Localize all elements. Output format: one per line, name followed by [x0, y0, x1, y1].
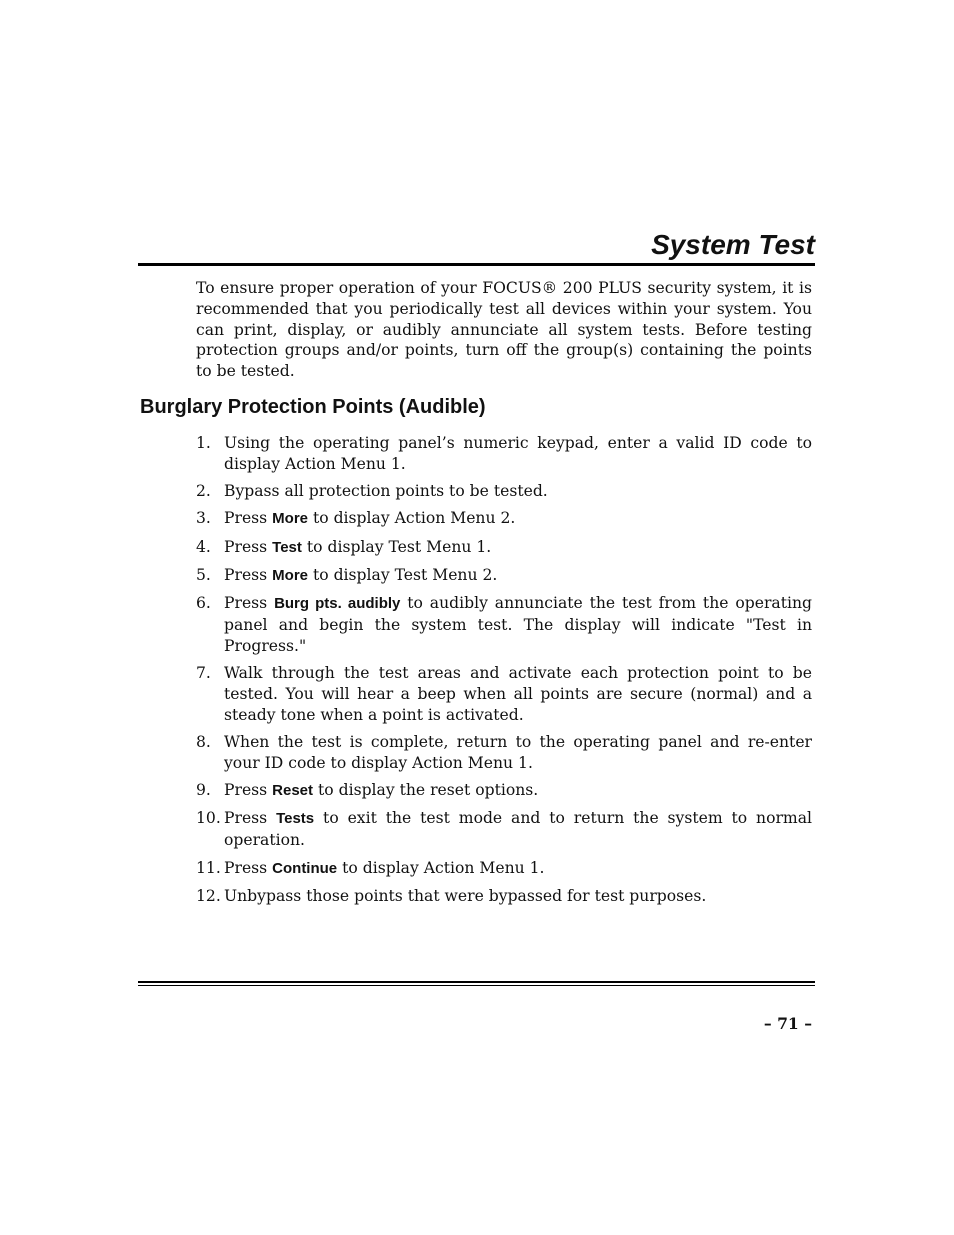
- page-title: System Test: [651, 229, 815, 260]
- step-item: [196, 593, 812, 656]
- step-text-pre: Press: [224, 781, 268, 800]
- footer-rule: [138, 981, 815, 986]
- step-text-post: to display Action Menu 1.: [342, 858, 545, 877]
- key-label: Continue: [272, 859, 338, 877]
- intro-paragraph: To ensure proper operation of your FOCUS® 200 PLUS security system, it is recommended that you periodically test all devices within your system. You can print, display, or audibly annunciate all system tests. Before testing protection groups and/or points, turn off the group(s) containing the points to be tested.: [196, 279, 812, 381]
- step-text: Bypass all protection points to be tested.: [224, 482, 548, 501]
- step-number: 7.: [196, 664, 211, 683]
- step-item: [196, 732, 812, 774]
- key-label: More: [272, 510, 308, 528]
- step-number: 1.: [196, 434, 211, 452]
- step-number: 6.: [196, 594, 211, 613]
- step-number: 5.: [196, 565, 211, 584]
- step-text-pre: Press: [224, 594, 268, 613]
- step-item: [196, 886, 812, 907]
- key-label: Tests: [276, 810, 315, 828]
- step-number: 4.: [196, 537, 211, 556]
- step-text: Unbypass those points that were bypassed for test purposes.: [224, 886, 707, 905]
- step-text: When the test is complete, return to the operating panel and re-enter your ID code to display Action Menu 1.: [224, 733, 812, 772]
- page-number: – 71 –: [763, 1014, 812, 1033]
- step-text-pre: Press: [224, 565, 268, 584]
- step-item: [196, 663, 812, 725]
- step-item: [196, 808, 812, 851]
- step-item: [196, 780, 812, 802]
- step-number: 12.: [196, 886, 221, 905]
- step-text-post: to display Test Menu 2.: [312, 565, 498, 584]
- step-number: 2.: [196, 482, 211, 501]
- step-item: [196, 508, 812, 530]
- steps-list: [196, 433, 812, 913]
- step-text-post: to display Action Menu 2.: [312, 509, 516, 528]
- step-item: [196, 858, 812, 880]
- step-text: Using the operating panel’s numeric keypad, enter a valid ID code to display Action Menu 1.: [224, 434, 812, 473]
- step-text: Walk through the test areas and activate each protection point to be tested. You will hear a beep when all points are secure (normal) and a steady tone when a point is activated.: [224, 664, 812, 724]
- step-text-post: to display Test Menu 1.: [306, 537, 492, 556]
- key-label: Burg pts. audibly: [274, 595, 401, 613]
- step-text-pre: Press: [224, 537, 268, 556]
- step-number: 11.: [196, 858, 221, 877]
- step-number: 3.: [196, 509, 211, 528]
- step-text-post: to exit the test mode and to return the system to normal operation.: [224, 809, 813, 850]
- step-item: [196, 565, 812, 587]
- step-item: [196, 537, 812, 559]
- step-number: 10.: [196, 809, 221, 828]
- key-label: Reset: [272, 782, 314, 800]
- key-label: Test: [272, 538, 302, 556]
- step-text-pre: Press: [224, 509, 268, 528]
- section-heading: Burglary Protection Points (Audible): [140, 396, 486, 418]
- step-item: [196, 481, 812, 502]
- step-number: 9.: [196, 781, 211, 800]
- key-label: More: [272, 566, 308, 584]
- step-text-pre: Press: [224, 858, 268, 877]
- title-rule: [138, 263, 815, 266]
- step-number: 8.: [196, 733, 211, 752]
- step-text-post: to display the reset options.: [317, 781, 539, 800]
- step-text-post: to audibly annunciate the test from the operating panel and begin the system test. The display will indicate "Test in Progress.": [224, 594, 812, 655]
- step-text-pre: Press: [224, 809, 268, 828]
- step-item: [196, 433, 812, 475]
